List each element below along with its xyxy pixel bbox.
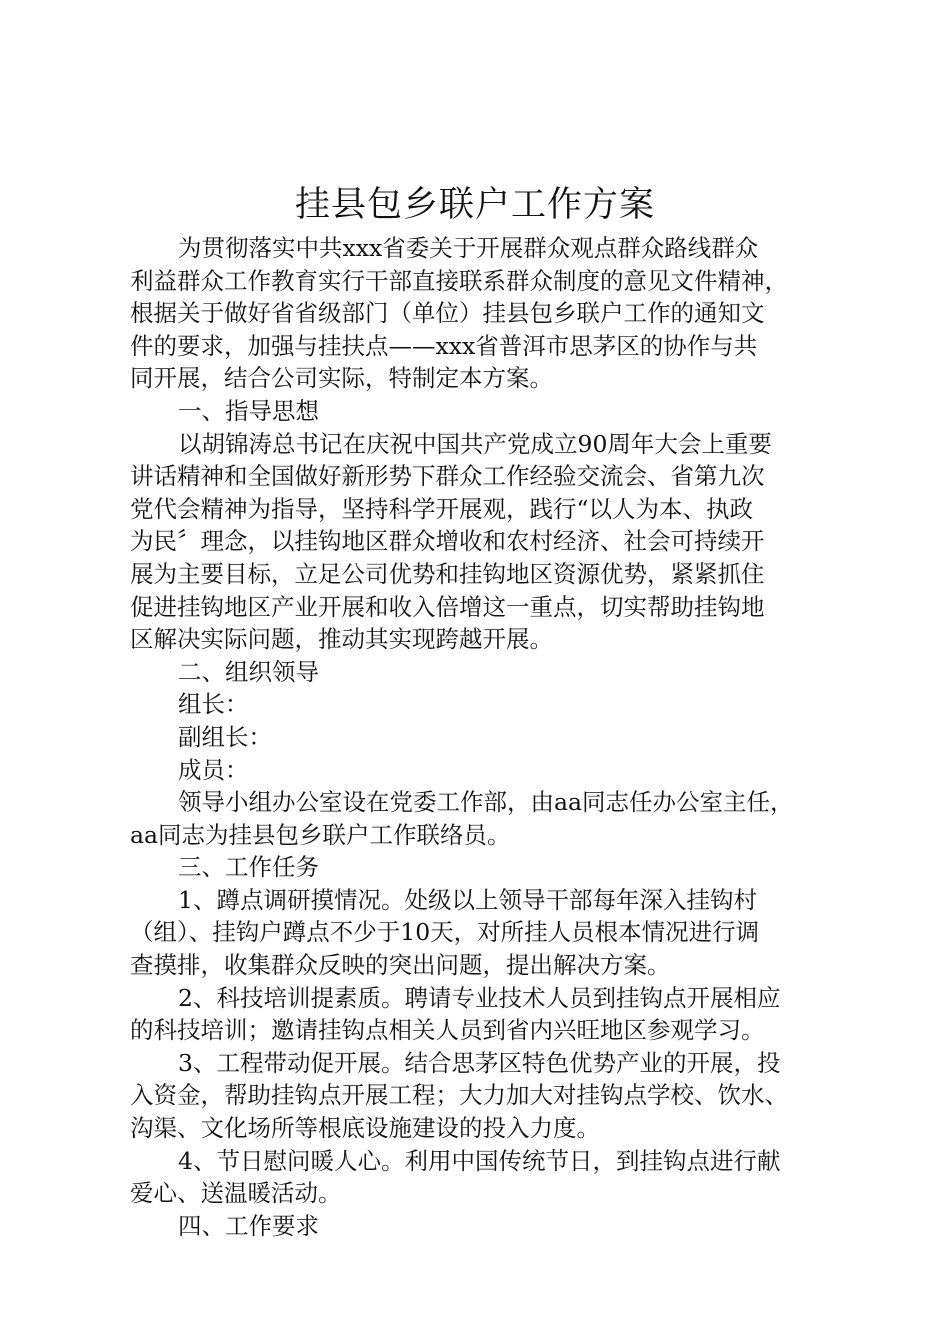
body-line: 同开展，结合公司实际，特制定本方案。 [130,364,553,393]
body-line: 根据关于做好省省级部门（单位）挂县包乡联户工作的通知文 [130,299,765,328]
body-line: 爱心、送温暖活动。 [130,1179,342,1208]
body-line: 沟渠、文化场所等根底设施建设的投入力度。 [130,1114,600,1143]
body-line: 三、工作任务 [178,853,319,882]
body-line: 二、组织领导 [178,657,319,686]
body-line: 一、指导思想 [178,396,319,425]
body-line: 3、工程带动促开展。结合思茅区特色优势产业的开展，投 [178,1048,781,1077]
body-line: 区解决实际问题，推动其实现跨越开展。 [130,625,553,654]
body-line: 4、节日慰问暖人心。利用中国传统节日，到挂钩点进行献 [178,1146,781,1175]
body-line: 以胡锦涛总书记在庆祝中国共产党成立90周年大会上重要 [178,429,772,458]
body-line: 展为主要目标，立足公司优势和挂钩地区资源优势，紧紧抓住 [130,559,765,588]
body-line: 促进挂钩地区产业开展和收入倍增这一重点，切实帮助挂钩地 [130,592,765,621]
body-line: 查摸排，收集群众反映的突出问题，提出解决方案。 [130,951,671,980]
body-line: 件的要求，加强与挂扶点——xxx省普洱市思茅区的协作与共 [130,331,758,360]
body-line: 1、蹲点调研摸情况。处级以上领导干部每年深入挂钩村 [178,885,757,914]
body-line: 为贯彻落实中共xxx省委关于开展群众观点群众路线群众 [178,234,759,262]
body-line: aa同志为挂县包乡联户工作联络员。 [130,820,511,849]
body-line: 利益群众工作教育实行干部直接联系群众制度的意见文件精神， [130,266,788,295]
body-line: 讲话精神和全国做好新形势下群众工作经验交流会、省第九次 [130,462,765,491]
body-line: 领导小组办公室设在党委工作部，由aa同志任办公室主任， [178,788,794,817]
body-line: 副组长： [178,722,272,751]
body-line: 2、科技培训提素质。聘请专业技术人员到挂钩点开展相应 [178,983,781,1012]
document-body [130,232,850,1242]
body-line: 为民〞理念，以挂钩地区群众增收和农村经济、社会可持续开 [130,527,765,556]
document-title: 挂县包乡联户工作方案 [294,185,655,225]
body-line: 成员： [178,755,249,784]
body-line: 党代会精神为指导，坚持科学开展观，践行“以人为本、执政 [130,494,754,523]
body-line: 四、工作要求 [178,1211,319,1240]
body-line: 入资金，帮助挂钩点开展工程；大力加大对挂钩点学校、饮水、 [130,1081,788,1110]
body-line: 的科技培训；邀请挂钩点相关人员到省内兴旺地区参观学习。 [130,1016,765,1045]
body-line: （组）、挂钩户蹲点不少于10天，对所挂人员根本情况进行调 [130,918,760,947]
body-line: 组长： [178,690,249,719]
